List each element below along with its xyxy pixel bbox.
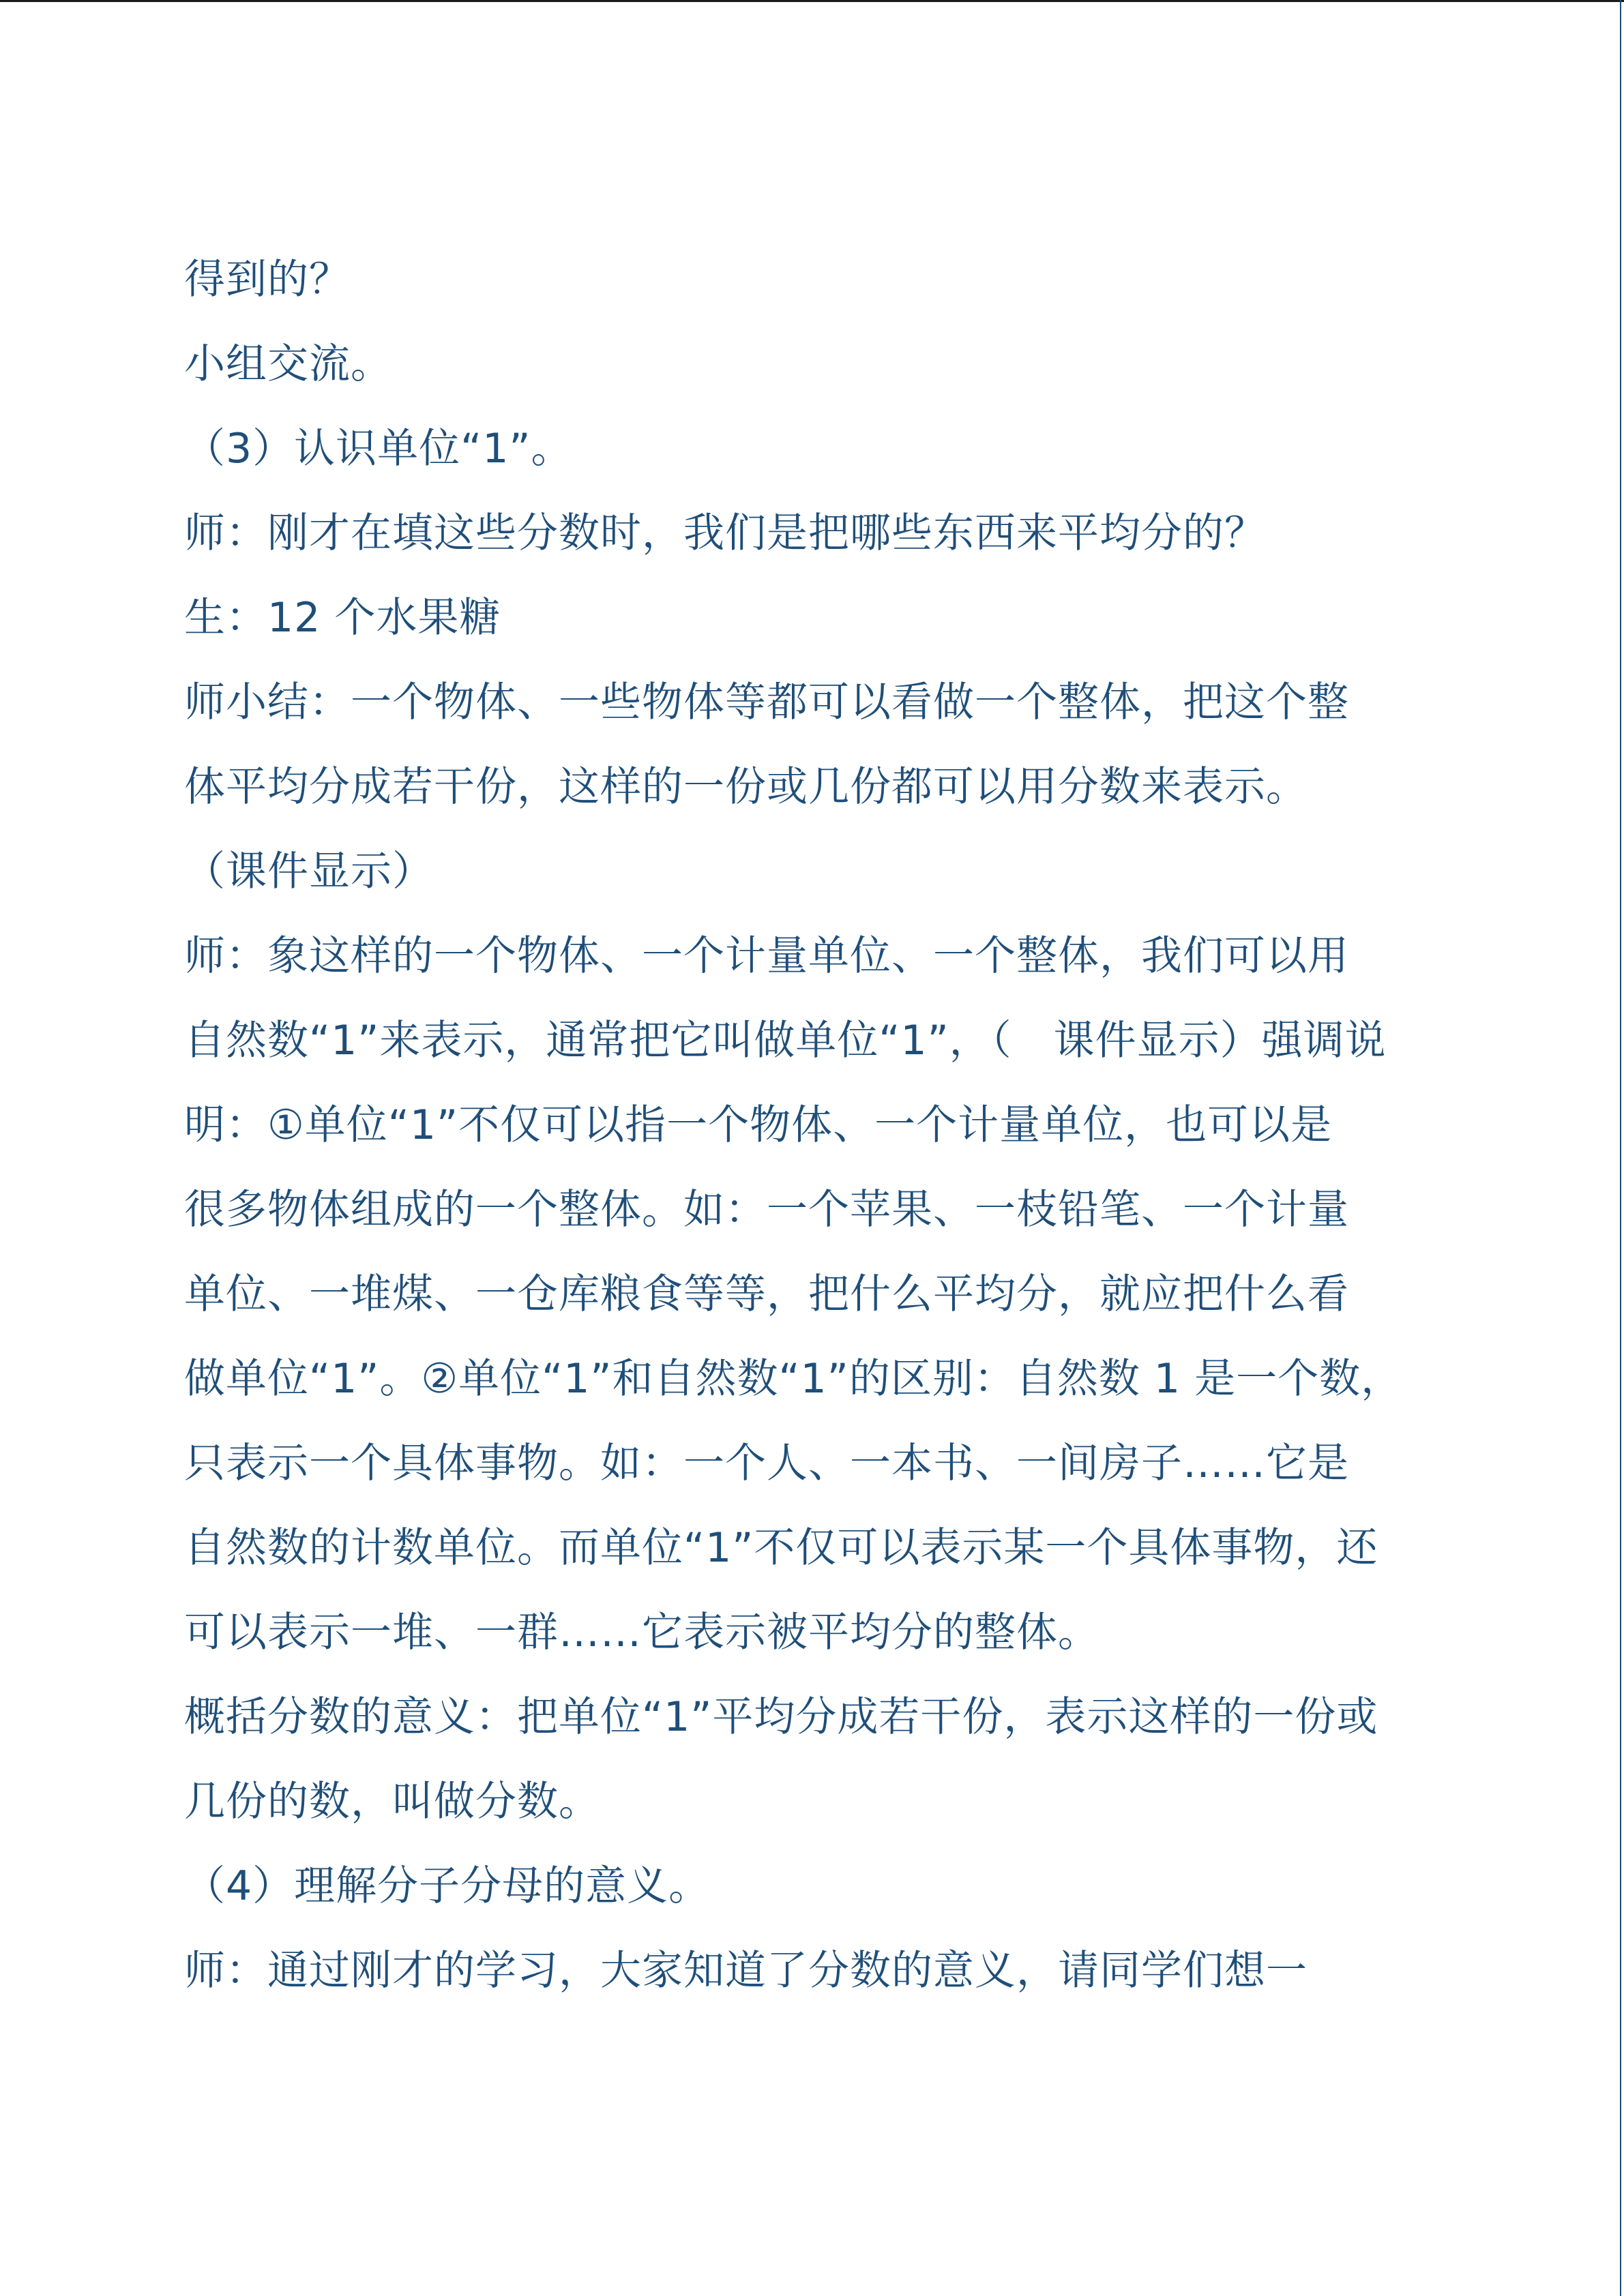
text-line: 单位、一堆煤、一仓库粮食等等，把什么平均分，就应把什么看 xyxy=(184,1270,1349,1318)
page-top-border xyxy=(0,0,1624,2)
text-line: 师：象这样的一个物体、一个计量单位、一个整体，我们可以用 xyxy=(184,932,1349,980)
text-line: 做单位“1”。②单位“1”和自然数“1”的区别：自然数 1 是一个数， xyxy=(184,1355,1403,1403)
text-line: 师：通过刚才的学习，大家知道了分数的意义，请同学们想一 xyxy=(184,1947,1308,1995)
text-line: 师小结：一个物体、一些物体等都可以看做一个整体，把这个整 xyxy=(184,679,1349,726)
section-heading: （3）认识单位“1”。 xyxy=(184,425,573,473)
text-line: 可以表示一堆、一群……它表示被平均分的整体。 xyxy=(184,1609,1099,1656)
text-line: 很多物体组成的一个整体。如：一个苹果、一枝铅笔、一个计量 xyxy=(184,1186,1349,1234)
text-line: 只表示一个具体事物。如：一个人、一本书、一间房子……它是 xyxy=(184,1440,1349,1487)
text-line: 概括分数的意义：把单位“1”平均分成若干份，表示这样的一份或 xyxy=(184,1693,1378,1741)
text-line: 体平均分成若干份，这样的一份或几份都可以用分数来表示。 xyxy=(184,763,1308,811)
text-line: 小组交流。 xyxy=(184,340,392,388)
text-line: 自然数“1”来表示，通常把它叫做单位“1”，（ 课件显示）强调说 xyxy=(184,1017,1387,1064)
document-body xyxy=(184,237,1432,2013)
text-line: 生：12 个水果糖 xyxy=(184,594,501,642)
text-line: 明：①单位“1”不仅可以指一个物体、一个计量单位，也可以是 xyxy=(184,1101,1333,1149)
text-line: 几份的数，叫做分数。 xyxy=(184,1778,600,1825)
section-heading: （4）理解分子分母的意义。 xyxy=(184,1862,711,1910)
text-line: （课件显示） xyxy=(184,848,434,895)
text-line: 自然数的计数单位。而单位“1”不仅可以表示某一个具体事物，还 xyxy=(184,1524,1378,1572)
text-line: 得到的？ xyxy=(184,256,351,303)
text-line: 师：刚才在填这些分数时，我们是把哪些东西来平均分的？ xyxy=(184,509,1266,557)
page-right-border xyxy=(1620,0,1621,2296)
